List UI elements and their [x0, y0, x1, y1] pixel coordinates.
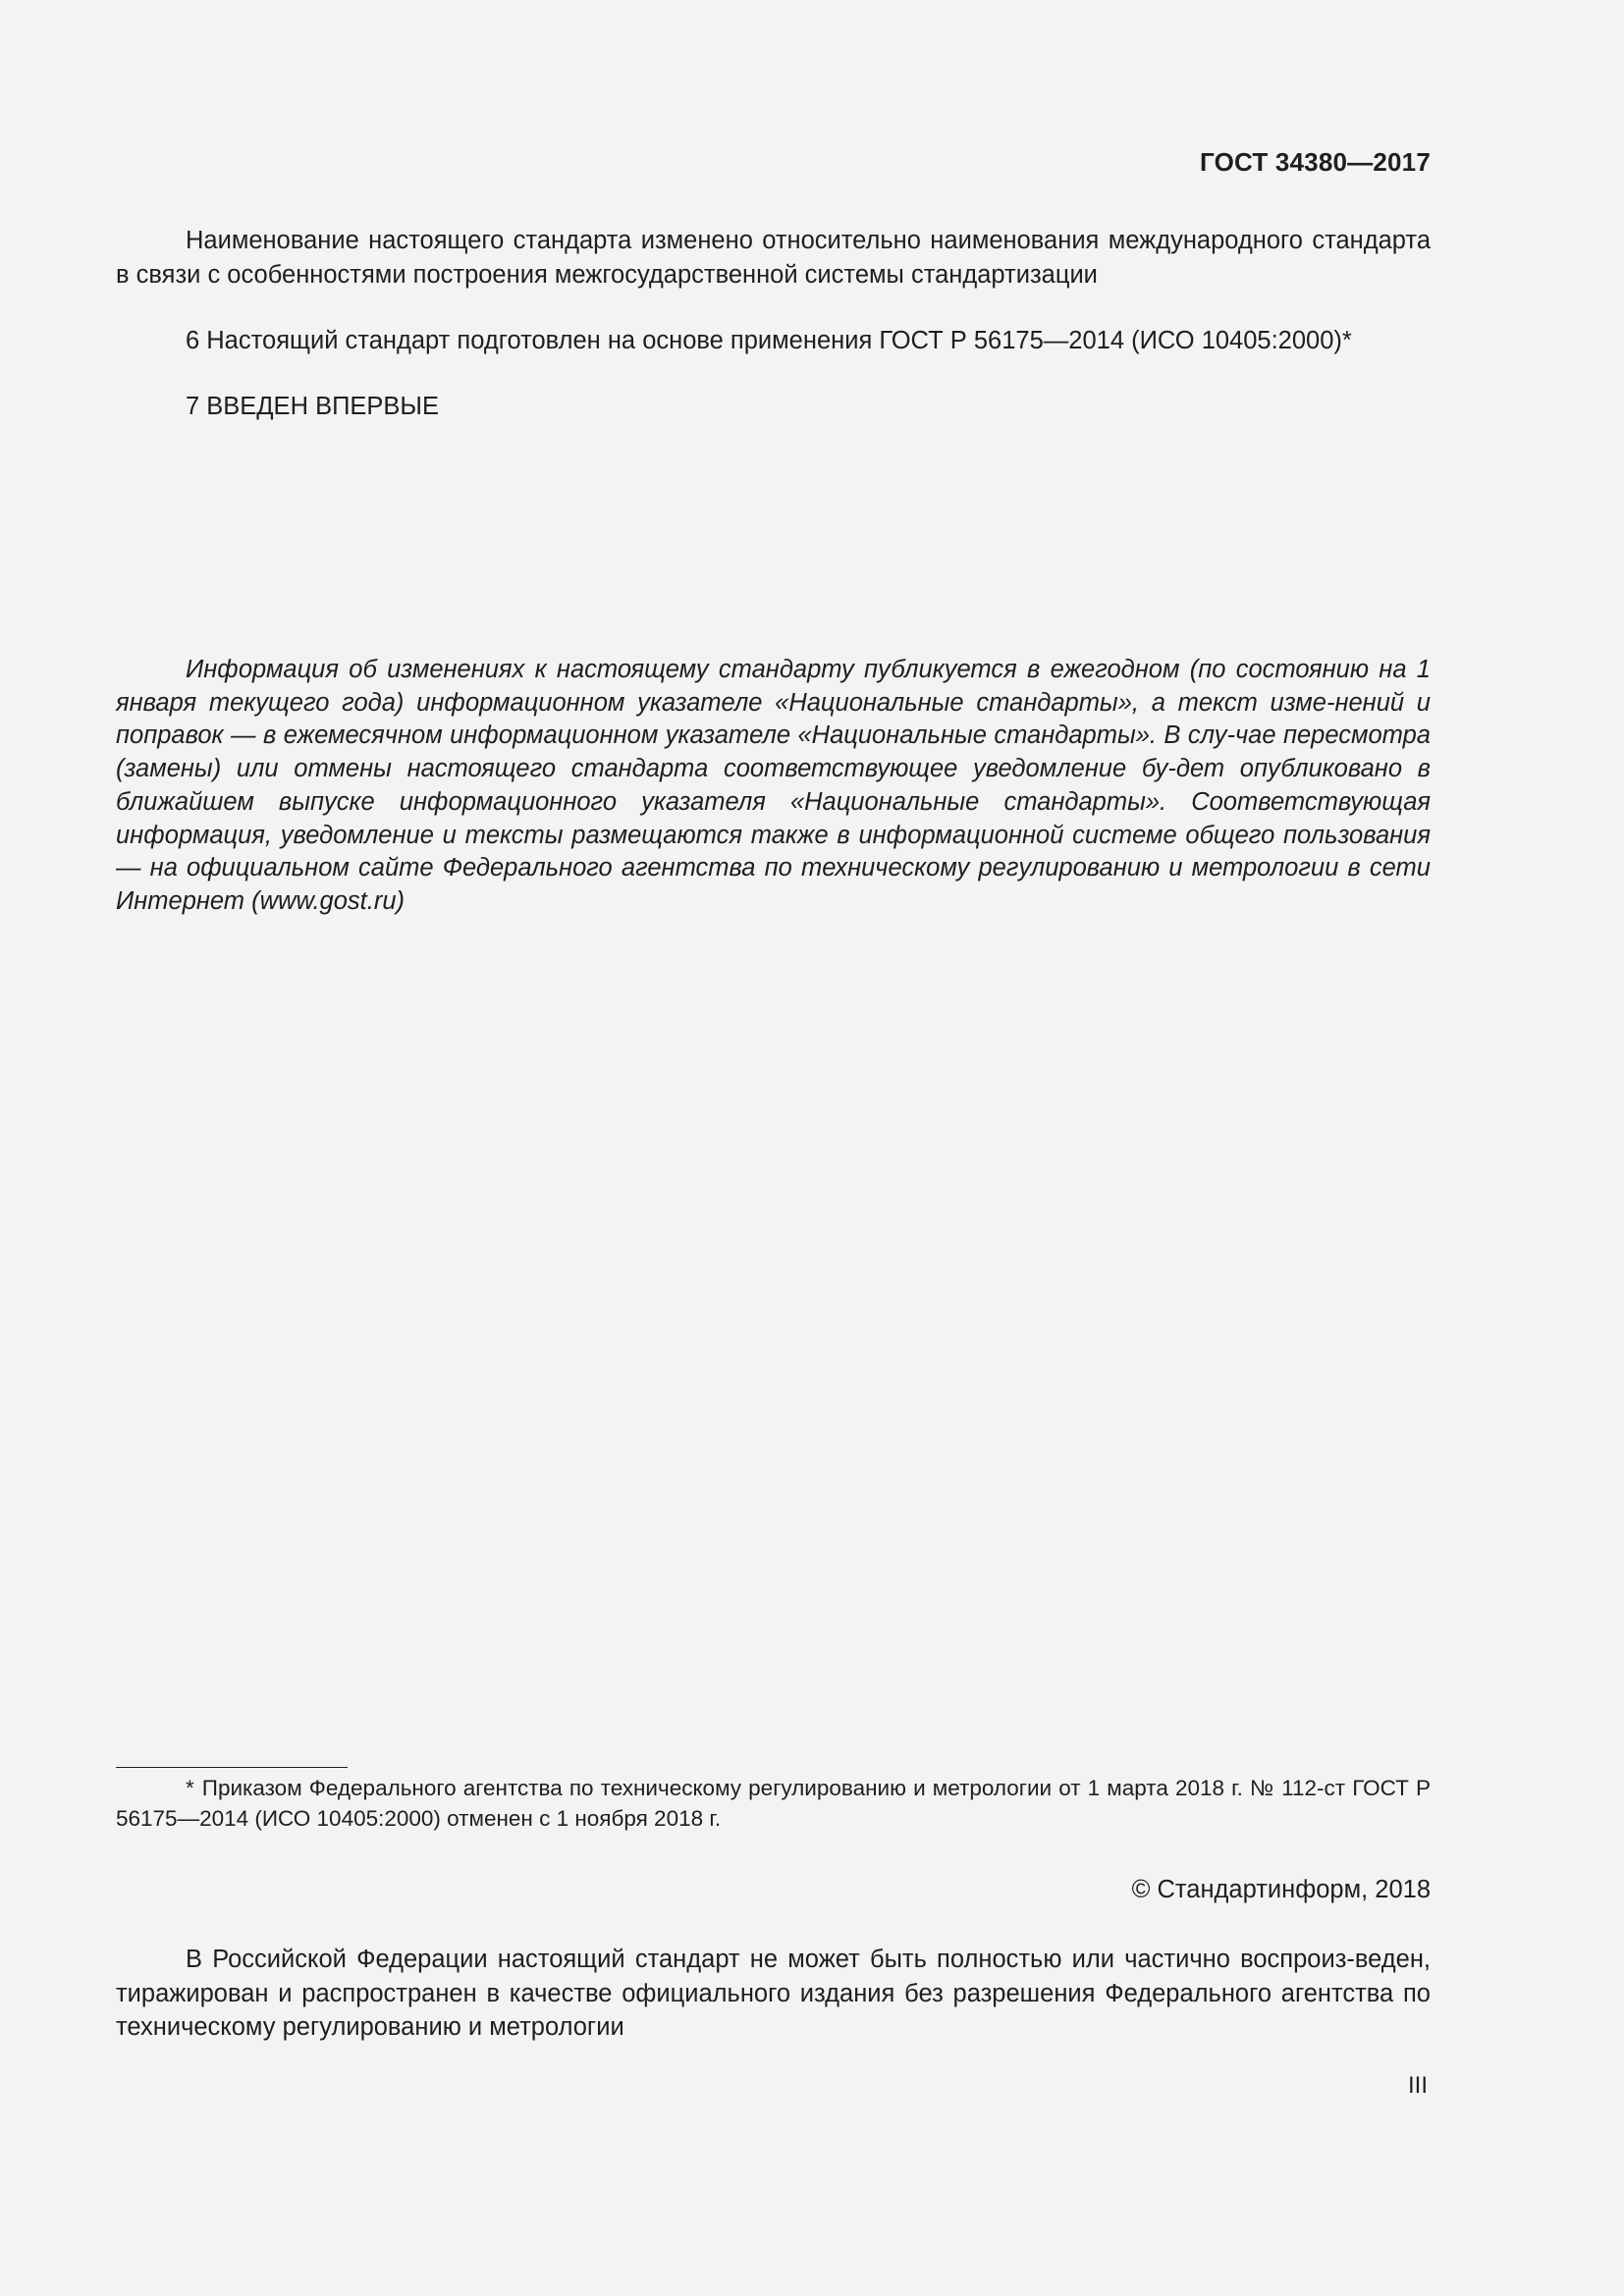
page-number: III — [1407, 2072, 1428, 2099]
document-page — [116, 0, 1431, 2296]
amendments-info-paragraph: Информация об изменениях к настоящему стандарту публикуется в ежегодном (по состоянию на 1 января текущего года) информационном указателе «Национальные стандарты», а текст изме-нений и поправок — в ежемесячном информационном указателе «Национальные стандарты». В слу-чае пересмотра (замены) или отмены настоящего стандарта соответствующее уведомление бу-дет опубликовано в ближайшем выпуске информационного указателя «Национальные стандарты». Соответствующая информация, уведомление и тексты размещаются также в информационной системе общего пользования — на официальном сайте Федерального агентства по техническому регулированию и метрологии в сети Интернет (www.gost.ru) — [116, 656, 1431, 915]
footnote-divider — [116, 1767, 348, 1768]
footnote — [116, 1773, 1431, 1834]
footnote-text: Приказом Федерального агентства по техническому регулированию и метрологии от 1 марта 2018 г. № 112-ст ГОСТ Р 56175—2014 (ИСО 10405:2000) отменен с 1 ноября 2018 г. — [116, 1776, 1431, 1831]
document-header: ГОСТ 34380—2017 — [1200, 147, 1431, 177]
reproduction-rights-paragraph: В Российской Федерации настоящий стандарт не может быть полностью или частично воспроиз-веден, тиражирован и распространен в качестве официального издания без разрешения Федерального агентства по техническому регулированию и метрологии — [116, 1946, 1431, 2041]
item-6-paragraph: 6 Настоящий стандарт подготовлен на основе применения ГОСТ Р 56175—2014 (ИСО 10405:2000)* — [186, 327, 1352, 354]
footnote-marker: * — [186, 1776, 194, 1800]
name-change-paragraph: Наименование настоящего стандарта изменено относительно наименования международного стандарта в связи с особенностями построения межгосударственной системы стандартизации — [116, 227, 1431, 289]
item-7-paragraph: 7 ВВЕДЕН ВПЕРВЫЕ — [186, 393, 440, 420]
copyright-notice: © Стандартинформ, 2018 — [1131, 1876, 1431, 1903]
